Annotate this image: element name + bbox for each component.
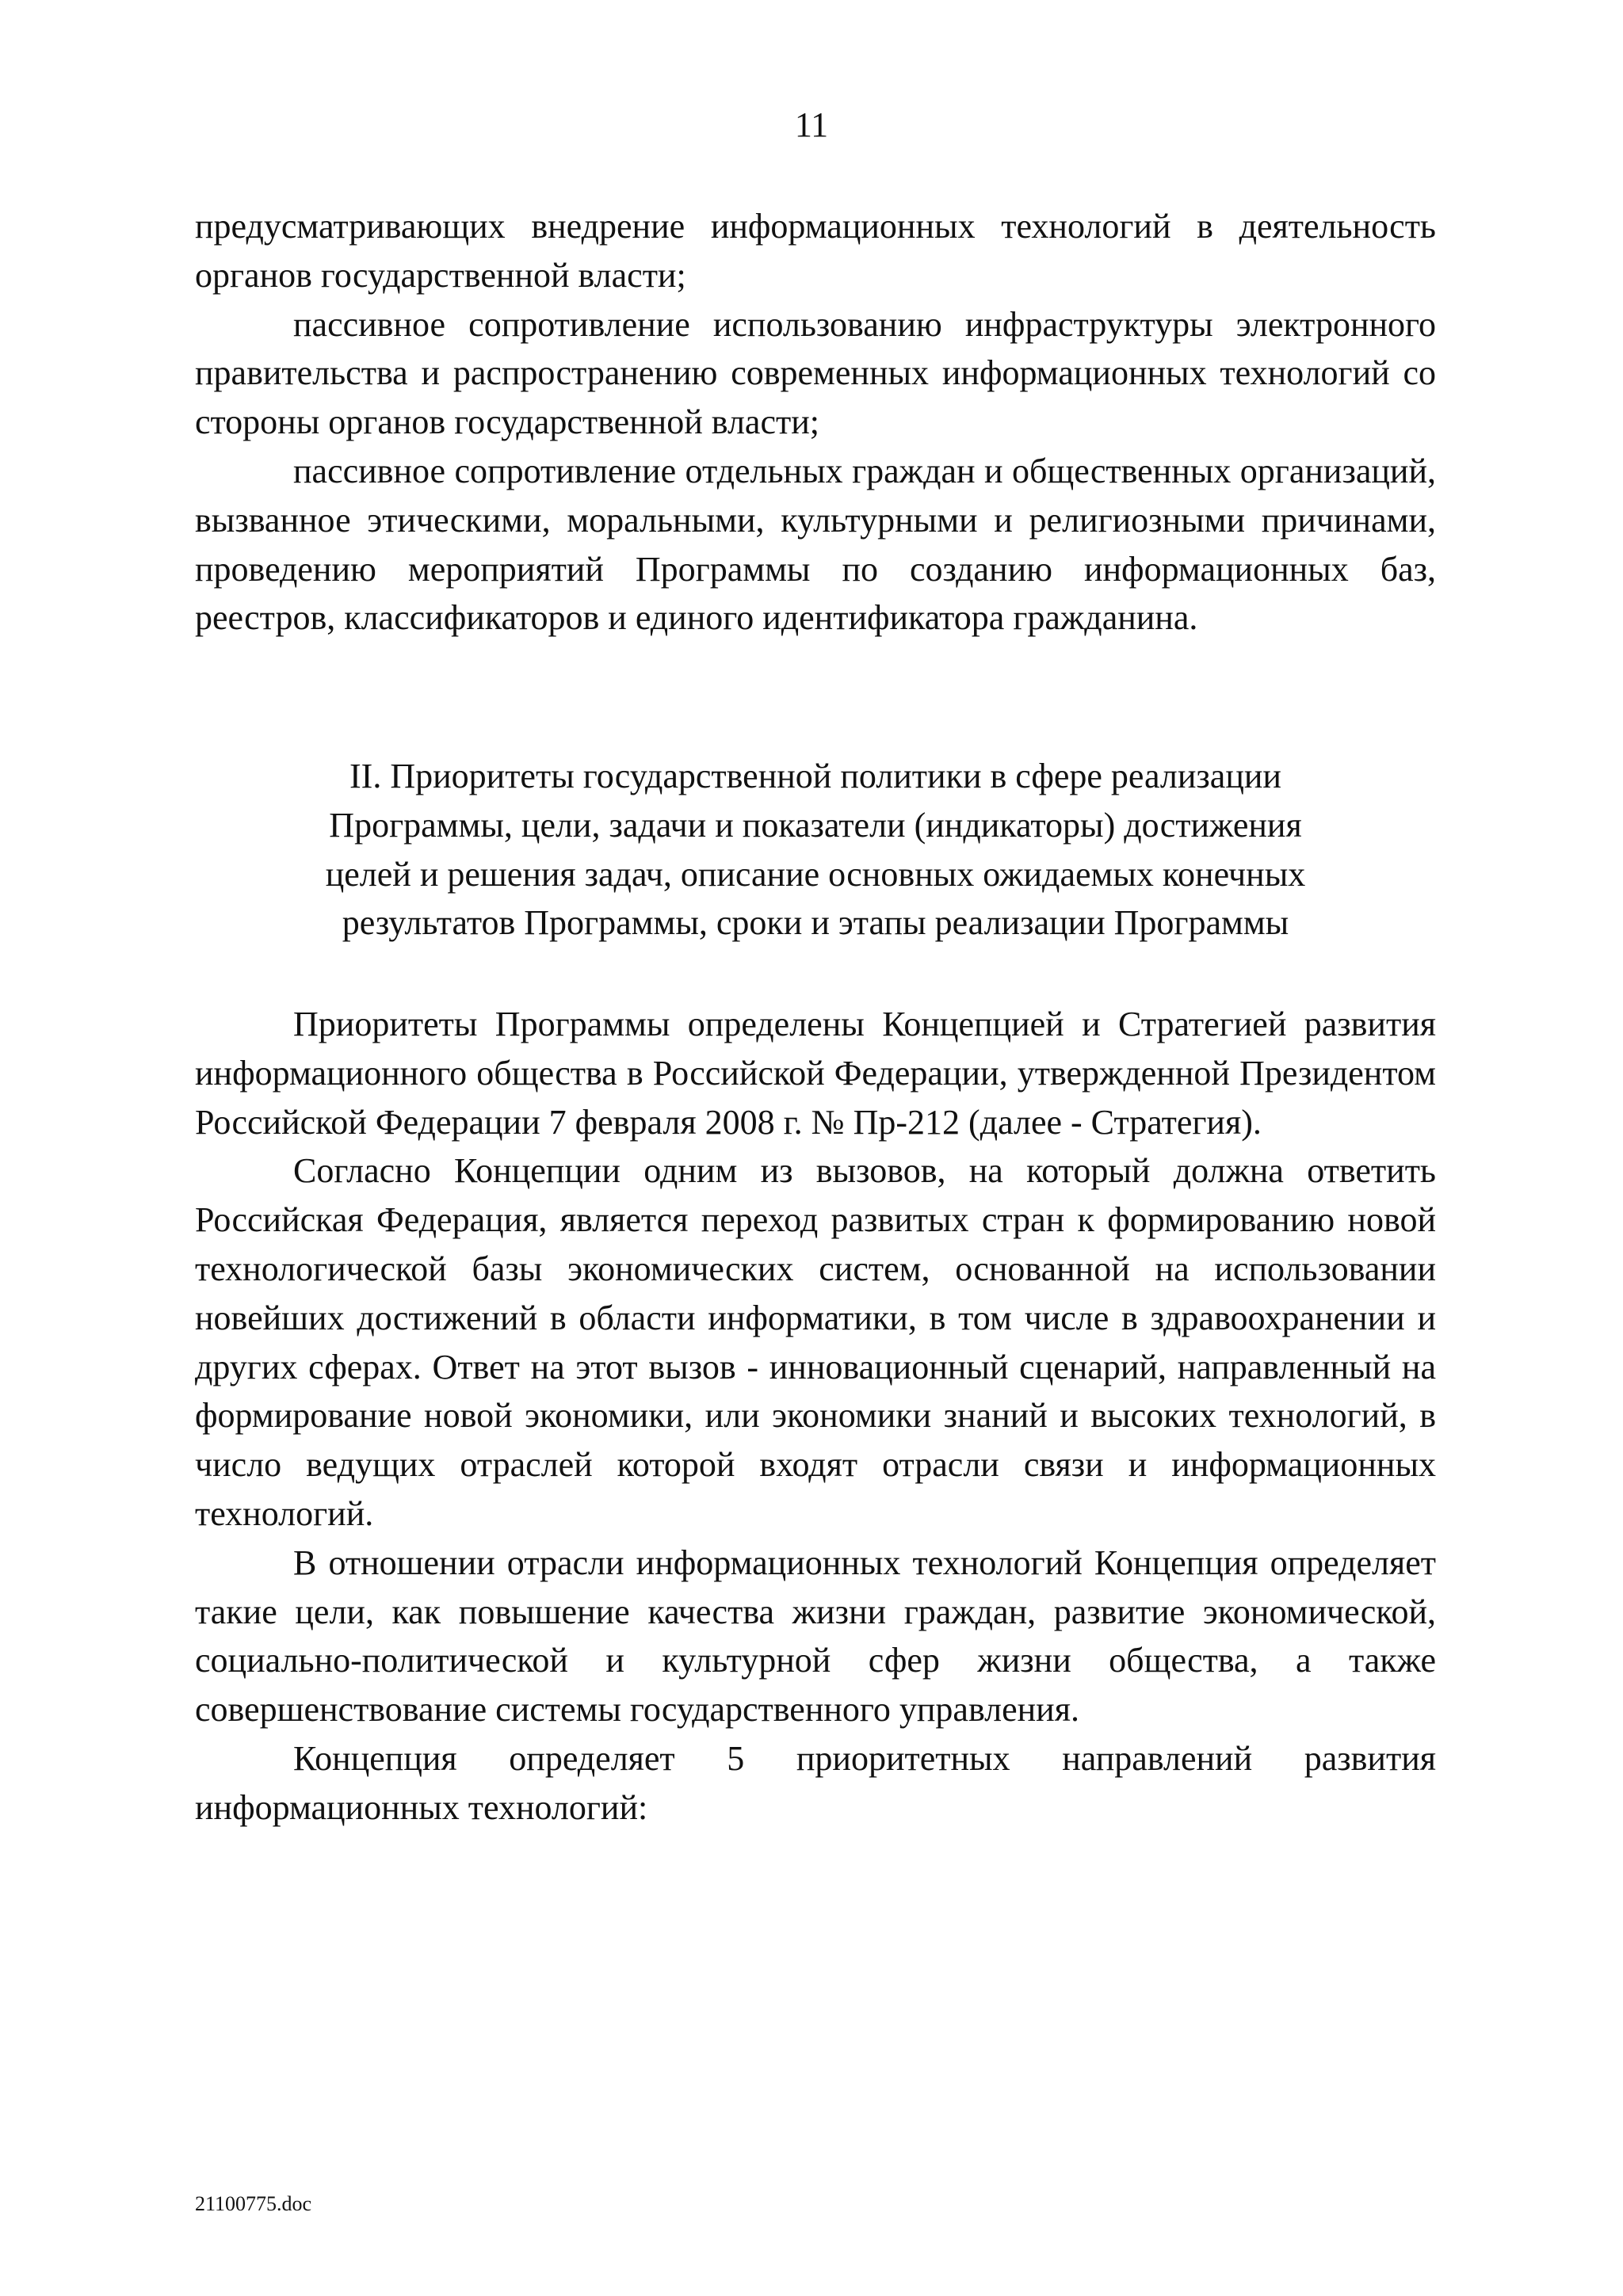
paragraph-priorities: Приоритеты Программы определены Концепцией и Стратегией развития информационного общества в Российской Федерации, утвержденной Президентом Российской Федерации 7 февраля 2008 г. № Пр-212 (далее - Стратегия). [195, 1005, 1436, 1142]
section-heading [195, 752, 1436, 948]
section-body [195, 1000, 1436, 1833]
page-number: 11 [794, 105, 829, 144]
section-heading-line: Программы, цели, задачи и показатели (индикаторы) достижения [329, 805, 1302, 845]
paragraph-passive-resistance-citizens: пассивное сопротивление отдельных граждан и общественных организаций, вызванное этическими, моральными, культурными и религиозными причинами, проведению мероприятий Программы по созданию информационных баз, реестров, классификаторов и единого идентификатора гражданина. [195, 451, 1436, 638]
section-heading-line: целей и решения задач, описание основных ожидаемых конечных [325, 854, 1306, 894]
continued-text-block [195, 202, 1436, 643]
paragraph-passive-resistance-authorities: пассивное сопротивление использованию инфраструктуры электронного правительства и распространению современных информационных технологий со стороны органов государственной власти; [195, 304, 1436, 442]
paragraph-continuation: предусматривающих внедрение информационных технологий в деятельность органов государственной власти; [195, 207, 1436, 295]
paragraph-concept-challenges: Согласно Концепции одним из вызовов, на который должна ответить Российская Федерация, является переход развитых стран к формированию новой технологической базы экономических систем, основанной на использовании новейших достижений в области информатики, в том числе в здравоохранении и других сферах. Ответ на этот вызов - инновационный сценарий, направленный на формирование новой экономики, или экономики знаний и высоких технологий, в число ведущих отраслей которой входят отрасли связи и информационных технологий. [195, 1151, 1436, 1533]
paragraph-priority-directions: Концепция определяет 5 приоритетных направлений развития информационных технологий: [195, 1738, 1436, 1827]
paragraph-it-goals: В отношении отрасли информационных технологий Концепция определяет такие цели, как повышение качества жизни граждан, развитие экономической, социально-политической и культурной сфер жизни общества, а также совершенствование системы государственного управления. [195, 1543, 1436, 1730]
section-heading-line: II. Приоритеты государственной политики в сфере реализации [349, 757, 1281, 795]
section-heading-line: результатов Программы, сроки и этапы реализации Программы [342, 903, 1289, 943]
document-filename: 21100775.doc [195, 2192, 312, 2215]
